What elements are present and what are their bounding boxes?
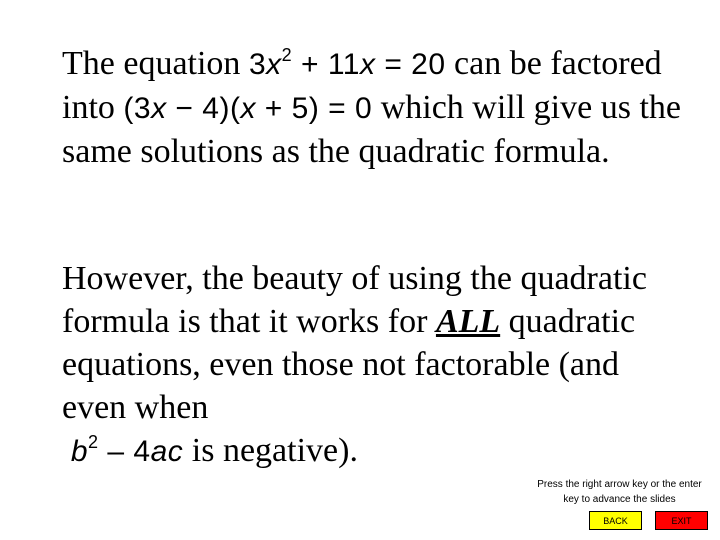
eq-variable: x — [359, 48, 376, 81]
equation-quadratic — [248, 45, 446, 81]
eq-coefficient: 3 — [248, 48, 267, 81]
equation-factored — [123, 92, 372, 125]
eq-part: − 4)( — [166, 92, 241, 125]
text-span: However, the beauty of using the quadratic formula is that it works for — [62, 260, 647, 340]
eq-exponent: 2 — [88, 432, 99, 452]
eq-variable: b — [70, 435, 89, 468]
eq-rhs: = 20 — [375, 48, 446, 81]
eq-part: – 4 — [98, 435, 151, 468]
text-span: is negative). — [183, 432, 358, 469]
exit-button[interactable]: EXIT — [655, 511, 708, 530]
eq-variable: x — [266, 48, 282, 81]
navigation-hint: Press the right arrow key or the enter key to advance the slides — [537, 479, 702, 505]
paragraph-factoring — [62, 42, 682, 173]
text-span: which will give us the same solutions as the quadratic formula. — [62, 89, 681, 170]
emphasis-all: ALL — [435, 303, 501, 340]
eq-variable: x — [151, 92, 167, 125]
text-span: The equation — [62, 45, 249, 82]
eq-part: (3 — [123, 92, 152, 125]
equation-discriminant — [62, 432, 184, 468]
eq-exponent: 2 — [281, 45, 293, 65]
text-span: quadratic equations, even those not factorable (and even when — [62, 303, 636, 426]
eq-variable: x — [240, 92, 256, 125]
eq-part: + 5) = 0 — [255, 92, 373, 125]
paragraph-beauty — [62, 257, 682, 473]
back-button[interactable]: BACK — [589, 511, 642, 530]
text-span: can be factored into — [62, 45, 662, 126]
eq-variable: ac — [150, 435, 184, 468]
eq-term: + 11 — [292, 48, 360, 81]
